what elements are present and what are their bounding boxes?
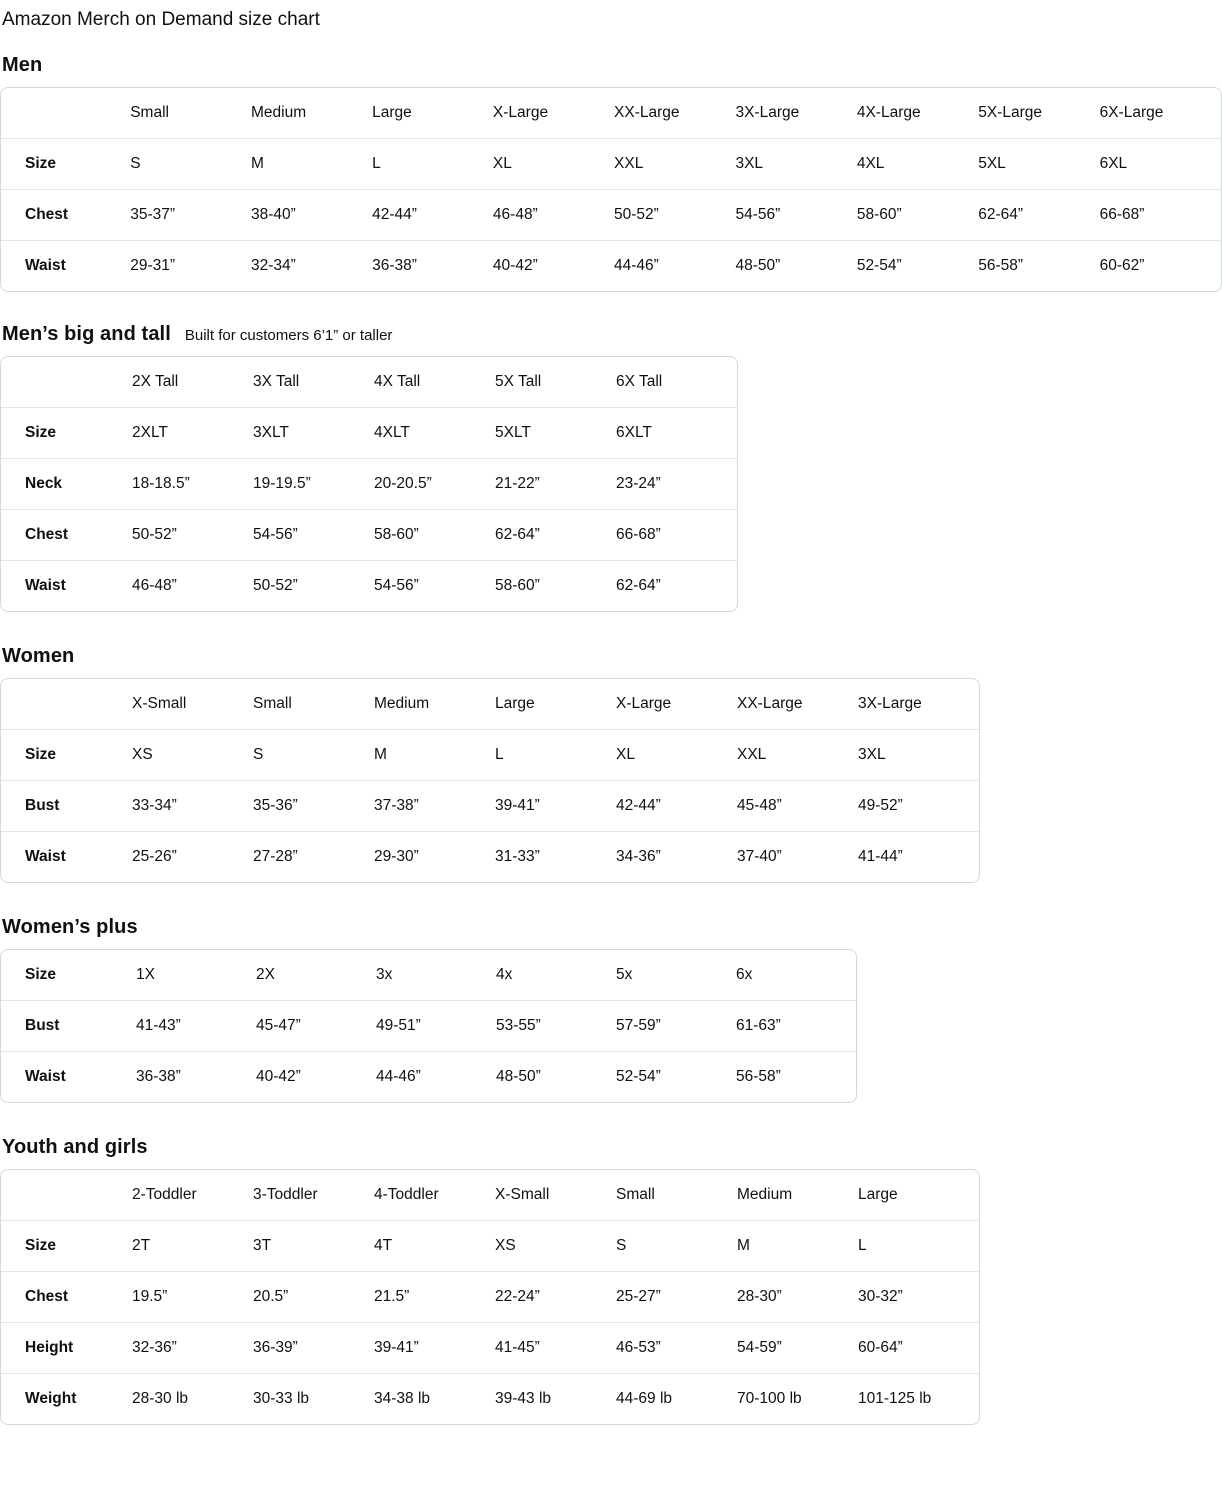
table-cell: S [130, 139, 251, 190]
header-cell-blank [1, 357, 132, 408]
table-cell: 45-48” [737, 781, 858, 832]
table-header-row [1, 357, 737, 408]
table-cell: 46-48” [493, 190, 614, 241]
section-header [0, 54, 1222, 77]
table-cell: 58-60” [857, 190, 978, 241]
table-cell: 41-43” [136, 1001, 256, 1052]
section-header [0, 1136, 1222, 1159]
row-label: Bust [1, 1001, 136, 1052]
table-cell: 2T [132, 1221, 253, 1272]
table-row [1, 950, 856, 1001]
table-cell: 19.5” [132, 1272, 253, 1323]
section-header [0, 323, 1222, 346]
header-cell: X-Large [493, 88, 614, 139]
size-table-men [1, 88, 1221, 291]
row-label: Height [1, 1323, 132, 1374]
table-cell: M [251, 139, 372, 190]
table-cell: 56-58” [736, 1068, 781, 1085]
header-cell: XX-Large [614, 88, 735, 139]
table-cell: 27-28” [253, 848, 298, 865]
table-cell: 58-60” [374, 510, 495, 561]
table-cell: 49-52” [858, 781, 979, 832]
table-cell: 3T [253, 1221, 374, 1272]
size-table-women [1, 679, 979, 882]
table-row [1, 190, 1221, 241]
header-cell: Large [372, 88, 493, 139]
table-cell: 39-43 lb [495, 1390, 552, 1407]
table-cell: S [253, 730, 374, 781]
table-cell: XS [132, 730, 253, 781]
row-label: Chest [1, 190, 130, 241]
table-cell: 25-27” [616, 1272, 737, 1323]
table-header-row [1, 679, 979, 730]
row-label: Size [1, 139, 130, 190]
table-cell: 28-30” [737, 1272, 858, 1323]
section-header [0, 916, 1222, 939]
table-cell: 36-39” [253, 1323, 374, 1374]
page-bottom-spacer [0, 1448, 1222, 1474]
row-label: Waist [25, 577, 66, 594]
table-cell: 44-46” [614, 257, 659, 274]
table-cell: L [495, 730, 616, 781]
table-cell: 46-53” [616, 1323, 737, 1374]
table-cell: 45-47” [256, 1001, 376, 1052]
page-title: Amazon Merch on Demand size chart [2, 9, 320, 30]
table-cell: 18-18.5” [132, 459, 253, 510]
table-cell: 4XL [857, 139, 978, 190]
table-cell: 21.5” [374, 1272, 495, 1323]
table-cell: 48-50” [735, 257, 781, 274]
header-cell: 3X-Large [735, 88, 856, 139]
section-men [0, 54, 1222, 297]
table-cell: 36-38” [372, 257, 417, 274]
header-cell: 2X Tall [132, 357, 253, 408]
table-cell: 40-42” [492, 257, 538, 274]
table-row [1, 408, 737, 459]
table-row [1, 139, 1221, 190]
row-label: Bust [1, 781, 132, 832]
header-cell: Medium [251, 88, 372, 139]
table-cell: 32-36” [132, 1323, 253, 1374]
table-cell: 66-68” [616, 510, 737, 561]
table-row [1, 1001, 856, 1052]
table-cell: 3XLT [253, 408, 374, 459]
table-cell: 56-58” [978, 257, 1024, 274]
header-cell-blank [1, 88, 130, 139]
table-row [1, 781, 979, 832]
table-cell: 61-63” [736, 1001, 856, 1052]
table-cell: 3XL [735, 139, 856, 190]
header-cell: Small [253, 679, 374, 730]
table-cell: 4XLT [374, 408, 495, 459]
table-row [1, 1272, 979, 1323]
table-row [1, 832, 979, 883]
table-cell: 20-20.5” [374, 459, 495, 510]
table-cell: 29-31” [130, 257, 176, 274]
header-cell: Small [616, 1170, 737, 1221]
table-cell: 33-34” [132, 781, 253, 832]
table-cell: 38-40” [251, 190, 372, 241]
row-label: Waist [25, 848, 66, 865]
row-label: Size [1, 950, 136, 1001]
table-cell: 39-41” [374, 1323, 495, 1374]
table-cell: 34-38 lb [374, 1390, 431, 1407]
table-row [1, 1052, 856, 1103]
table-cell: 48-50” [496, 1068, 541, 1085]
table-cell: 2XLT [132, 408, 253, 459]
header-cell: Medium [737, 1170, 858, 1221]
table-cell: 3XL [858, 730, 979, 781]
header-cell: 4X Tall [374, 357, 495, 408]
table-cell: XXL [614, 139, 735, 190]
section-womens-plus [0, 916, 1222, 1108]
size-table-womens-plus [1, 950, 856, 1102]
table-cell: 5x [616, 950, 736, 1001]
table-cell: 50-52” [253, 577, 298, 594]
row-label: Chest [1, 510, 132, 561]
table-cell: 50-52” [132, 510, 253, 561]
section-header [0, 645, 1222, 668]
table-cell: 23-24” [616, 459, 737, 510]
table-cell: 66-68” [1100, 190, 1221, 241]
table-cell: 54-56” [735, 190, 856, 241]
table-cell: XS [495, 1221, 616, 1272]
table-cell: 46-48” [132, 577, 177, 594]
table-header-row [1, 88, 1221, 139]
section-title-women: Women [2, 645, 75, 667]
table-cell: 35-36” [253, 781, 374, 832]
table-cell: 6XL [1100, 139, 1221, 190]
table-cell: 101-125 lb [858, 1390, 932, 1407]
size-table-men-wrapper [0, 87, 1222, 292]
table-cell: 54-59” [737, 1323, 858, 1374]
header-cell: 2-Toddler [132, 1170, 253, 1221]
table-cell: 20.5” [253, 1272, 374, 1323]
row-label: Waist [25, 257, 66, 274]
section-title-men: Men [2, 54, 43, 76]
table-row [1, 241, 1221, 292]
table-cell: 50-52” [614, 190, 735, 241]
table-cell: 4x [496, 950, 616, 1001]
table-cell: 37-40” [737, 848, 782, 865]
header-cell: X-Small [132, 679, 253, 730]
table-cell: 54-56” [253, 510, 374, 561]
table-cell: XL [616, 730, 737, 781]
table-cell: 1X [136, 950, 256, 1001]
table-header-row [1, 1170, 979, 1221]
table-row [1, 561, 737, 612]
table-cell: 30-32” [858, 1272, 979, 1323]
table-cell: 41-45” [495, 1323, 616, 1374]
table-cell: 21-22” [495, 459, 616, 510]
table-cell: 6x [736, 950, 856, 1001]
row-label: Size [1, 1221, 132, 1272]
table-cell: 42-44” [616, 781, 737, 832]
table-row [1, 1374, 979, 1425]
table-cell: 22-24” [495, 1272, 616, 1323]
table-cell: 29-30” [374, 848, 419, 865]
row-label: Waist [25, 1068, 66, 1085]
header-cell: Small [130, 88, 251, 139]
table-cell: 54-56” [374, 577, 419, 594]
table-cell: XL [493, 139, 614, 190]
header-cell: 3-Toddler [253, 1170, 374, 1221]
size-table-youth-wrapper [0, 1169, 980, 1425]
table-cell: 44-46” [376, 1068, 421, 1085]
table-cell: 19-19.5” [253, 459, 374, 510]
table-cell: 35-37” [130, 190, 251, 241]
table-cell: 39-41” [495, 781, 616, 832]
section-youth-and-girls [0, 1136, 1222, 1430]
table-cell: L [372, 139, 493, 190]
header-cell-blank [1, 679, 132, 730]
table-cell: 70-100 lb [737, 1390, 802, 1407]
table-row [1, 1221, 979, 1272]
header-cell: 5X Tall [495, 357, 616, 408]
header-cell: 3X Tall [253, 357, 374, 408]
table-cell: 3x [376, 950, 496, 1001]
header-cell: 6X-Large [1100, 88, 1221, 139]
table-cell: 53-55” [496, 1001, 616, 1052]
table-cell: 25-26” [132, 848, 177, 865]
header-cell: Medium [374, 679, 495, 730]
table-cell: 44-69 lb [616, 1390, 673, 1407]
table-cell: 5XL [978, 139, 1099, 190]
section-note: Built for customers 6’1” or taller [184, 327, 393, 344]
table-cell: 5XLT [495, 408, 616, 459]
table-cell: 57-59” [616, 1001, 736, 1052]
table-cell: L [858, 1221, 979, 1272]
table-cell: M [737, 1221, 858, 1272]
table-cell: 58-60” [495, 577, 540, 594]
table-cell: 37-38” [374, 781, 495, 832]
table-cell: S [616, 1221, 737, 1272]
header-cell: 4X-Large [857, 88, 978, 139]
size-table-tall-wrapper [0, 356, 738, 612]
table-cell: 60-64” [858, 1323, 979, 1374]
size-table-youth [1, 1170, 979, 1424]
table-cell: 42-44” [372, 190, 493, 241]
row-label: Neck [1, 459, 132, 510]
row-label: Size [1, 730, 132, 781]
table-row [1, 510, 737, 561]
table-cell: 32-34” [251, 257, 296, 274]
header-cell: Large [495, 679, 616, 730]
table-cell: 36-38” [136, 1068, 181, 1085]
header-cell-blank [1, 1170, 132, 1221]
table-cell: 28-30 lb [132, 1390, 189, 1407]
table-cell: 6XLT [616, 408, 737, 459]
table-cell: 2X [256, 950, 376, 1001]
table-cell: 52-54” [616, 1068, 661, 1085]
table-cell: 60-62” [1099, 257, 1145, 274]
table-row [1, 1323, 979, 1374]
header-cell: Large [858, 1170, 979, 1221]
table-cell: 31-33” [495, 848, 540, 865]
section-title-womens-plus: Women’s plus [2, 916, 138, 938]
section-women [0, 645, 1222, 888]
size-table-tall [1, 357, 737, 611]
table-row [1, 730, 979, 781]
table-cell: 52-54” [856, 257, 902, 274]
header-cell: 3X-Large [858, 679, 979, 730]
row-label: Size [1, 408, 132, 459]
section-title-youth-and-girls: Youth and girls [2, 1136, 148, 1158]
table-cell: M [374, 730, 495, 781]
section-mens-big-and-tall [0, 323, 1222, 617]
table-cell: 41-44” [858, 848, 903, 865]
table-cell: 49-51” [376, 1001, 496, 1052]
table-cell: 62-64” [978, 190, 1099, 241]
table-cell: 34-36” [616, 848, 661, 865]
size-table-women-wrapper [0, 678, 980, 883]
size-table-womens-plus-wrapper [0, 949, 857, 1103]
header-cell: X-Small [495, 1170, 616, 1221]
row-label: Chest [1, 1272, 132, 1323]
row-label: Weight [25, 1390, 77, 1407]
table-cell: XXL [737, 730, 858, 781]
table-cell: 4T [374, 1221, 495, 1272]
table-cell: 40-42” [256, 1068, 301, 1085]
table-cell: 30-33 lb [253, 1390, 310, 1407]
table-cell: 62-64” [495, 510, 616, 561]
table-cell: 62-64” [616, 577, 661, 594]
header-cell: XX-Large [737, 679, 858, 730]
header-cell: 5X-Large [978, 88, 1099, 139]
header-cell: 4-Toddler [374, 1170, 495, 1221]
section-title-mens-big-and-tall: Men’s big and tall [2, 323, 171, 345]
table-row [1, 459, 737, 510]
header-cell: X-Large [616, 679, 737, 730]
header-cell: 6X Tall [616, 357, 737, 408]
